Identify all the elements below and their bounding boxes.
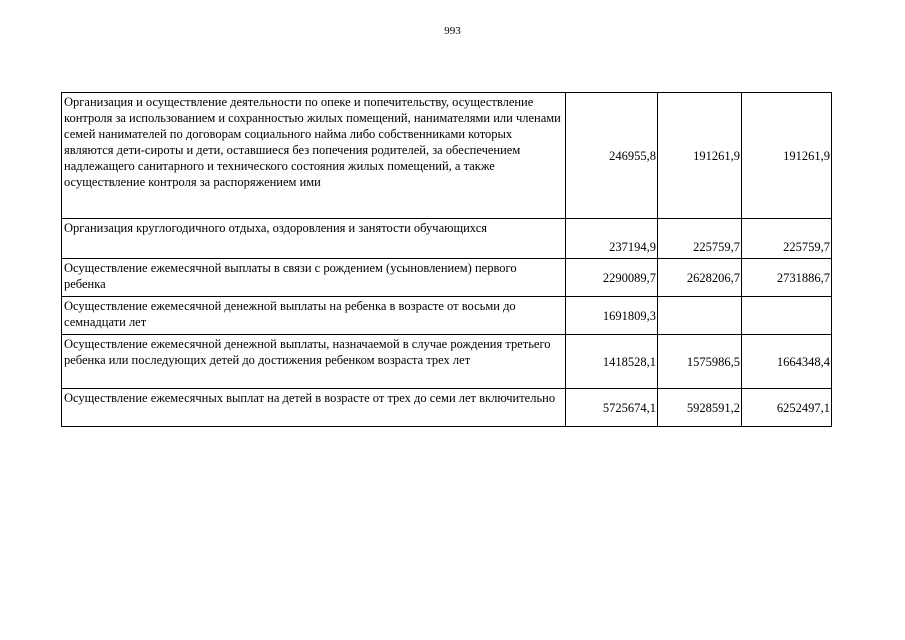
row-description: Осуществление ежемесячной денежной выплаты на ребенка в возрасте от восьми до семнадцати лет	[62, 297, 566, 335]
row-value-1: 5725674,1	[566, 389, 658, 427]
table-row	[62, 297, 832, 335]
row-value-3: 1664348,4	[742, 335, 832, 389]
row-value-3: 2731886,7	[742, 259, 832, 297]
row-value-2: 1575986,5	[658, 335, 742, 389]
row-value-2: 225759,7	[658, 219, 742, 259]
page-number: 993	[444, 25, 461, 37]
row-value-3: 191261,9	[742, 93, 832, 219]
row-value-1: 1691809,3	[566, 297, 658, 335]
row-description: Организация круглогодичного отдыха, оздоровления и занятости обучающихся	[62, 219, 566, 259]
row-description: Организация и осуществление деятельности по опеке и попечительству, осуществление контроля за использованием и сохранностью жилых помещений, нанимателями или членами семей нанимателей по договорам социального найма либо собственниками которых являются дети-сироты и дети, оставшиеся без попечения родителей, за обеспечением надлежащего санитарного и технического состояния жилых помещений, а также осуществление контроля за распоряжением ими	[62, 93, 566, 219]
budget-table	[61, 92, 832, 427]
table-row	[62, 389, 832, 427]
row-value-1: 2290089,7	[566, 259, 658, 297]
row-value-1: 1418528,1	[566, 335, 658, 389]
row-value-2: 5928591,2	[658, 389, 742, 427]
row-description: Осуществление ежемесячной денежной выплаты, назначаемой в случае рождения третьего ребенка или последующих детей до достижения ребенком возраста трех лет	[62, 335, 566, 389]
row-value-1: 237194,9	[566, 219, 658, 259]
row-description: Осуществление ежемесячных выплат на детей в возрасте от трех до семи лет включительно	[62, 389, 566, 427]
table-row	[62, 93, 832, 219]
table-row	[62, 259, 832, 297]
table-row	[62, 219, 832, 259]
row-value-1: 246955,8	[566, 93, 658, 219]
row-value-3: 6252497,1	[742, 389, 832, 427]
table-row	[62, 335, 832, 389]
row-value-2: 191261,9	[658, 93, 742, 219]
row-value-2	[658, 297, 742, 335]
row-value-3: 225759,7	[742, 219, 832, 259]
row-value-3	[742, 297, 832, 335]
row-value-2: 2628206,7	[658, 259, 742, 297]
row-description: Осуществление ежемесячной выплаты в связи с рождением (усыновлением) первого ребенка	[62, 259, 566, 297]
